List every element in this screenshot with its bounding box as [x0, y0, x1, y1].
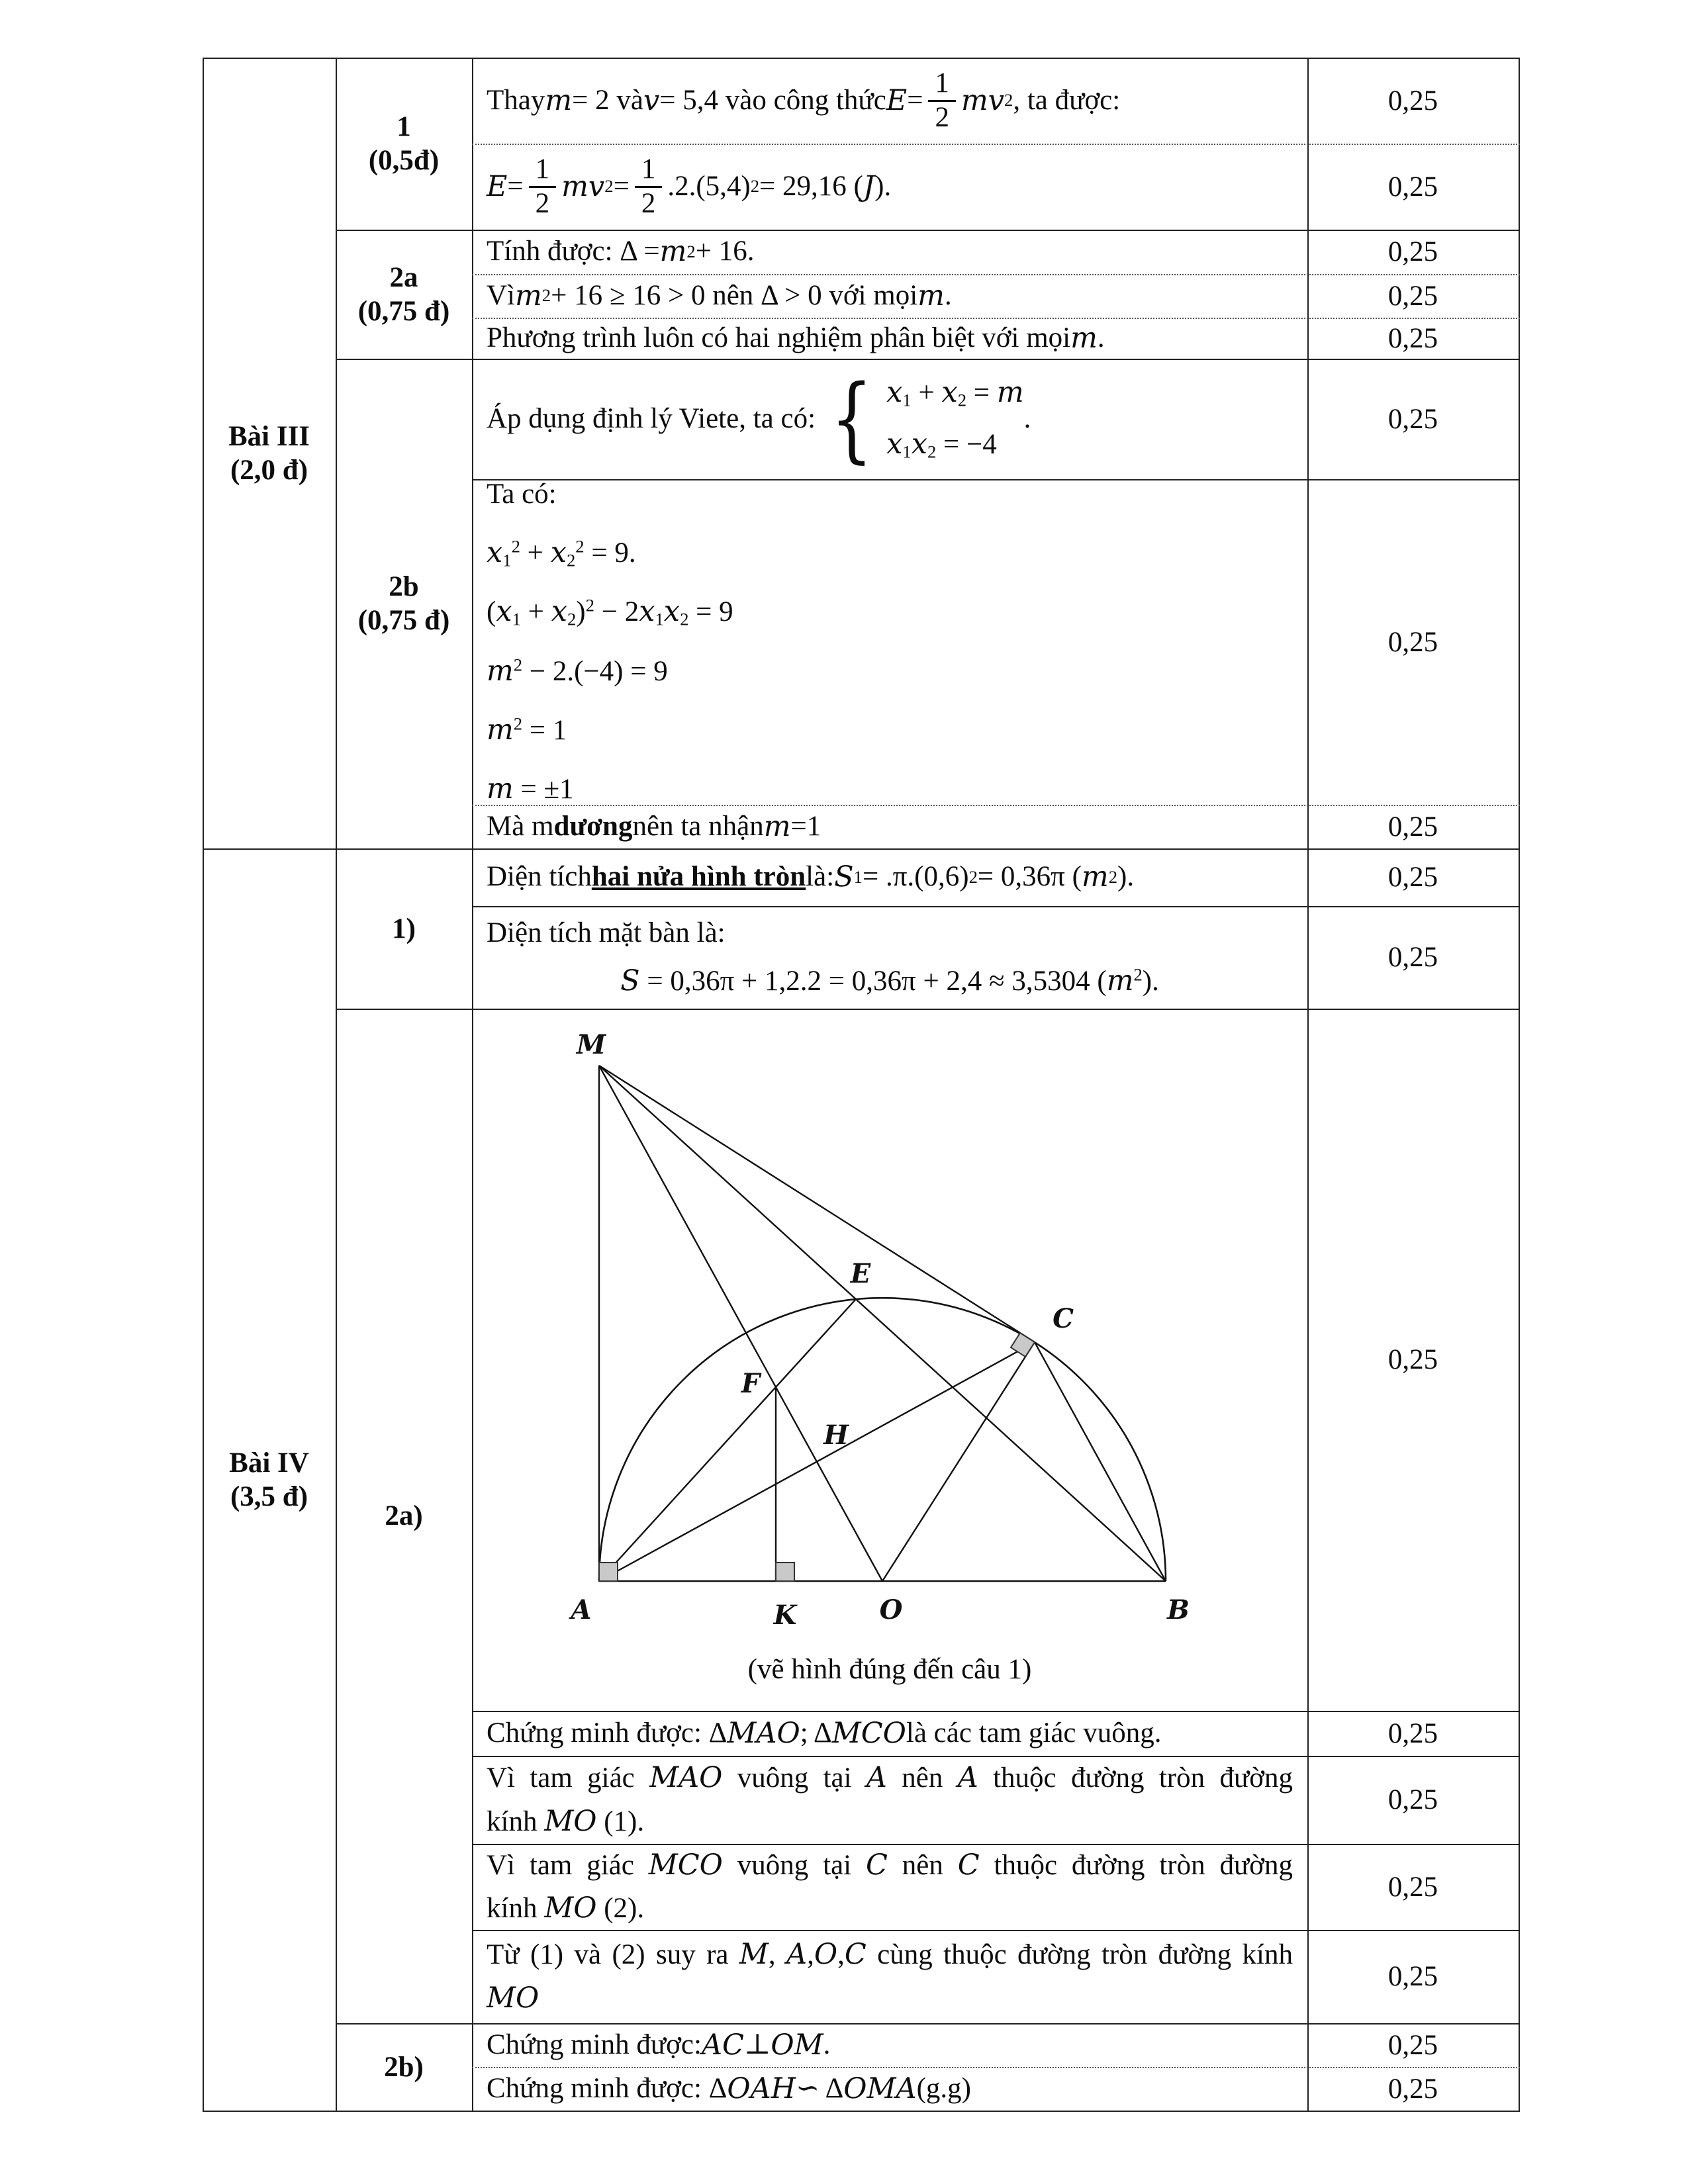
answer-row-justified	[472, 1844, 1307, 1930]
score-cell: 0,25	[1387, 403, 1438, 435]
score-cell: 0,25	[1387, 322, 1438, 354]
line-CB	[1035, 1342, 1166, 1581]
point-label-A: A	[571, 1594, 592, 1625]
right-angle-A	[599, 1563, 618, 1581]
answer-row: Chứng minh được: Δ OAH ∽ Δ OMA (g.g)	[487, 2071, 971, 2105]
figure-caption: (vẽ hình đúng đến câu 1)	[747, 1654, 1032, 1685]
score-cell: 0,25	[1387, 2029, 1438, 2061]
text-line: MO	[487, 1981, 539, 2015]
answer-row: Mà m dương nên ta nhận m =1	[487, 809, 821, 843]
point-label-M: M	[576, 1029, 606, 1060]
point-label-B: B	[1167, 1594, 1190, 1625]
bai-title: Bài IV	[229, 1447, 309, 1479]
point-label-H: H	[823, 1420, 849, 1451]
grid-line	[203, 2111, 1520, 2112]
answer-row: Phương trình luôn có hai nghiệm phân biệt với mọi m .	[487, 321, 1105, 355]
text-line: Vì tam giác MCO vuông tại C nên C thuộc đường tròn đường	[487, 1848, 1293, 1882]
score-cell: 0,25	[1387, 1344, 1438, 1375]
line-OC	[882, 1342, 1035, 1581]
line-MB	[599, 1066, 1166, 1581]
math-line: $m^2 - 2.(-4) = 9$	[487, 655, 668, 688]
part-score: (0,5đ)	[368, 145, 440, 176]
text-line: kính MO (1).	[487, 1804, 645, 1838]
score-cell: 0,25	[1387, 626, 1438, 658]
answer-row-multiline	[472, 479, 1307, 805]
score-cell: 0,25	[1387, 811, 1438, 842]
math-line: m = ±1	[487, 772, 574, 806]
part-header-iv2b	[336, 2023, 472, 2111]
geometry-figure	[472, 1009, 1307, 1711]
line-AC	[599, 1342, 1035, 1581]
answer-row-justified	[472, 1756, 1307, 1844]
text-line: Diện tích mặt bàn là:	[487, 917, 726, 948]
part-score: (0,75 đ)	[357, 605, 450, 636]
line-MC	[599, 1066, 1035, 1342]
semicircle-arc	[599, 1298, 1166, 1581]
math-line: $m^2 = 1$	[487, 713, 567, 747]
score-cell: 0,25	[1387, 942, 1438, 973]
answer-row-justified	[472, 1930, 1307, 2023]
part-label: 1)	[392, 913, 416, 944]
bai-score: (3,5 đ)	[230, 1480, 308, 1512]
part-header-iv1	[336, 848, 472, 1009]
score-cell: 0,25	[1387, 280, 1438, 312]
part-header-iv2a	[336, 1009, 472, 2023]
point-label-O: O	[879, 1594, 903, 1625]
score-cell: 0,25	[1387, 236, 1438, 267]
math-line: $(x_1 + x_2)^2 - 2x_1x_2 = 9$	[487, 595, 733, 630]
text-line: kính MO (2).	[487, 1891, 645, 1925]
point-label-K: K	[773, 1600, 797, 1631]
bai-score: (2,0 đ)	[230, 454, 308, 486]
bai-iv-header	[203, 848, 336, 2111]
point-label-F: F	[741, 1368, 761, 1399]
right-angle-K	[776, 1563, 794, 1581]
math-line: $x_1^2 + x_2^2 = 9$.	[487, 535, 636, 570]
math-line: Ta có:	[487, 478, 557, 510]
part-score: (0,75 đ)	[357, 295, 450, 327]
score-cell: 0,25	[1387, 171, 1438, 203]
part-label: 2b)	[384, 2051, 424, 2083]
answer-row: Chứng minh được: Δ MAO ; Δ MCO là các tam giác vuông.	[487, 1716, 1162, 1750]
answer-row: E = $\frac{1}{2}$ mv 2 = $\frac{1}{2}$ .2.(5,4) 2 = 29,16 ( J ).	[487, 154, 892, 219]
score-cell: 0,25	[1387, 85, 1438, 116]
part-header-2b	[336, 359, 472, 848]
answer-row: Thay m = 2 và v = 5,4 vào công thức E = $\frac{1}{2}$ mv 2 , ta được:	[487, 68, 1121, 133]
bai-title: Bài III	[228, 420, 310, 452]
part-label: 2b	[389, 571, 419, 602]
bai-iii-header	[203, 58, 336, 848]
score-cell: 0,25	[1387, 862, 1438, 893]
score-cell: 0,25	[1387, 2073, 1438, 2105]
math-line: S = 0,36π + 1,2.2 = 0,36π + 2,4 ≈ 3,5304 $(m^2)$.	[620, 964, 1159, 997]
text-line: Vì tam giác MAO vuông tại A nên A thuộc đường tròn đường	[487, 1761, 1293, 1794]
point-label-C: C	[1053, 1303, 1074, 1334]
answer-row: Vì m 2 + 16 ≥ 16 > 0 nên Δ > 0 với mọi m .	[487, 279, 952, 312]
score-cell: 0,25	[1387, 1871, 1438, 1903]
answer-row: Chứng minh được: AC ⊥ OM .	[487, 2028, 831, 2062]
part-header-1	[336, 58, 472, 230]
part-label: 1	[397, 111, 411, 142]
answer-row: Diện tích hai nửa hình tròn là: S 1 = .π.(0,6) 2 = 0,36π ( m 2 ).	[487, 860, 1135, 894]
answer-row-multiline	[472, 906, 1307, 1009]
grid-line	[1519, 58, 1520, 2111]
score-cell: 0,25	[1387, 1717, 1438, 1749]
part-label: 2a	[389, 261, 418, 293]
answer-row: Tính được: Δ = m 2 + 16.	[487, 235, 755, 269]
answer-row: Áp dụng định lý Viete, ta có: { $x_1 + x_2 = m$ $x_1x_2 = -4$ .	[487, 365, 1031, 473]
part-label: 2a)	[385, 1500, 423, 1531]
text-line: Từ (1) và (2) suy ra M, A,O,C cùng thuộc đường tròn đường kính	[487, 1938, 1293, 1971]
part-header-2a	[336, 230, 472, 359]
score-cell: 0,25	[1387, 1961, 1438, 1992]
score-cell: 0,25	[1387, 1784, 1438, 1815]
point-label-E: E	[850, 1258, 871, 1289]
